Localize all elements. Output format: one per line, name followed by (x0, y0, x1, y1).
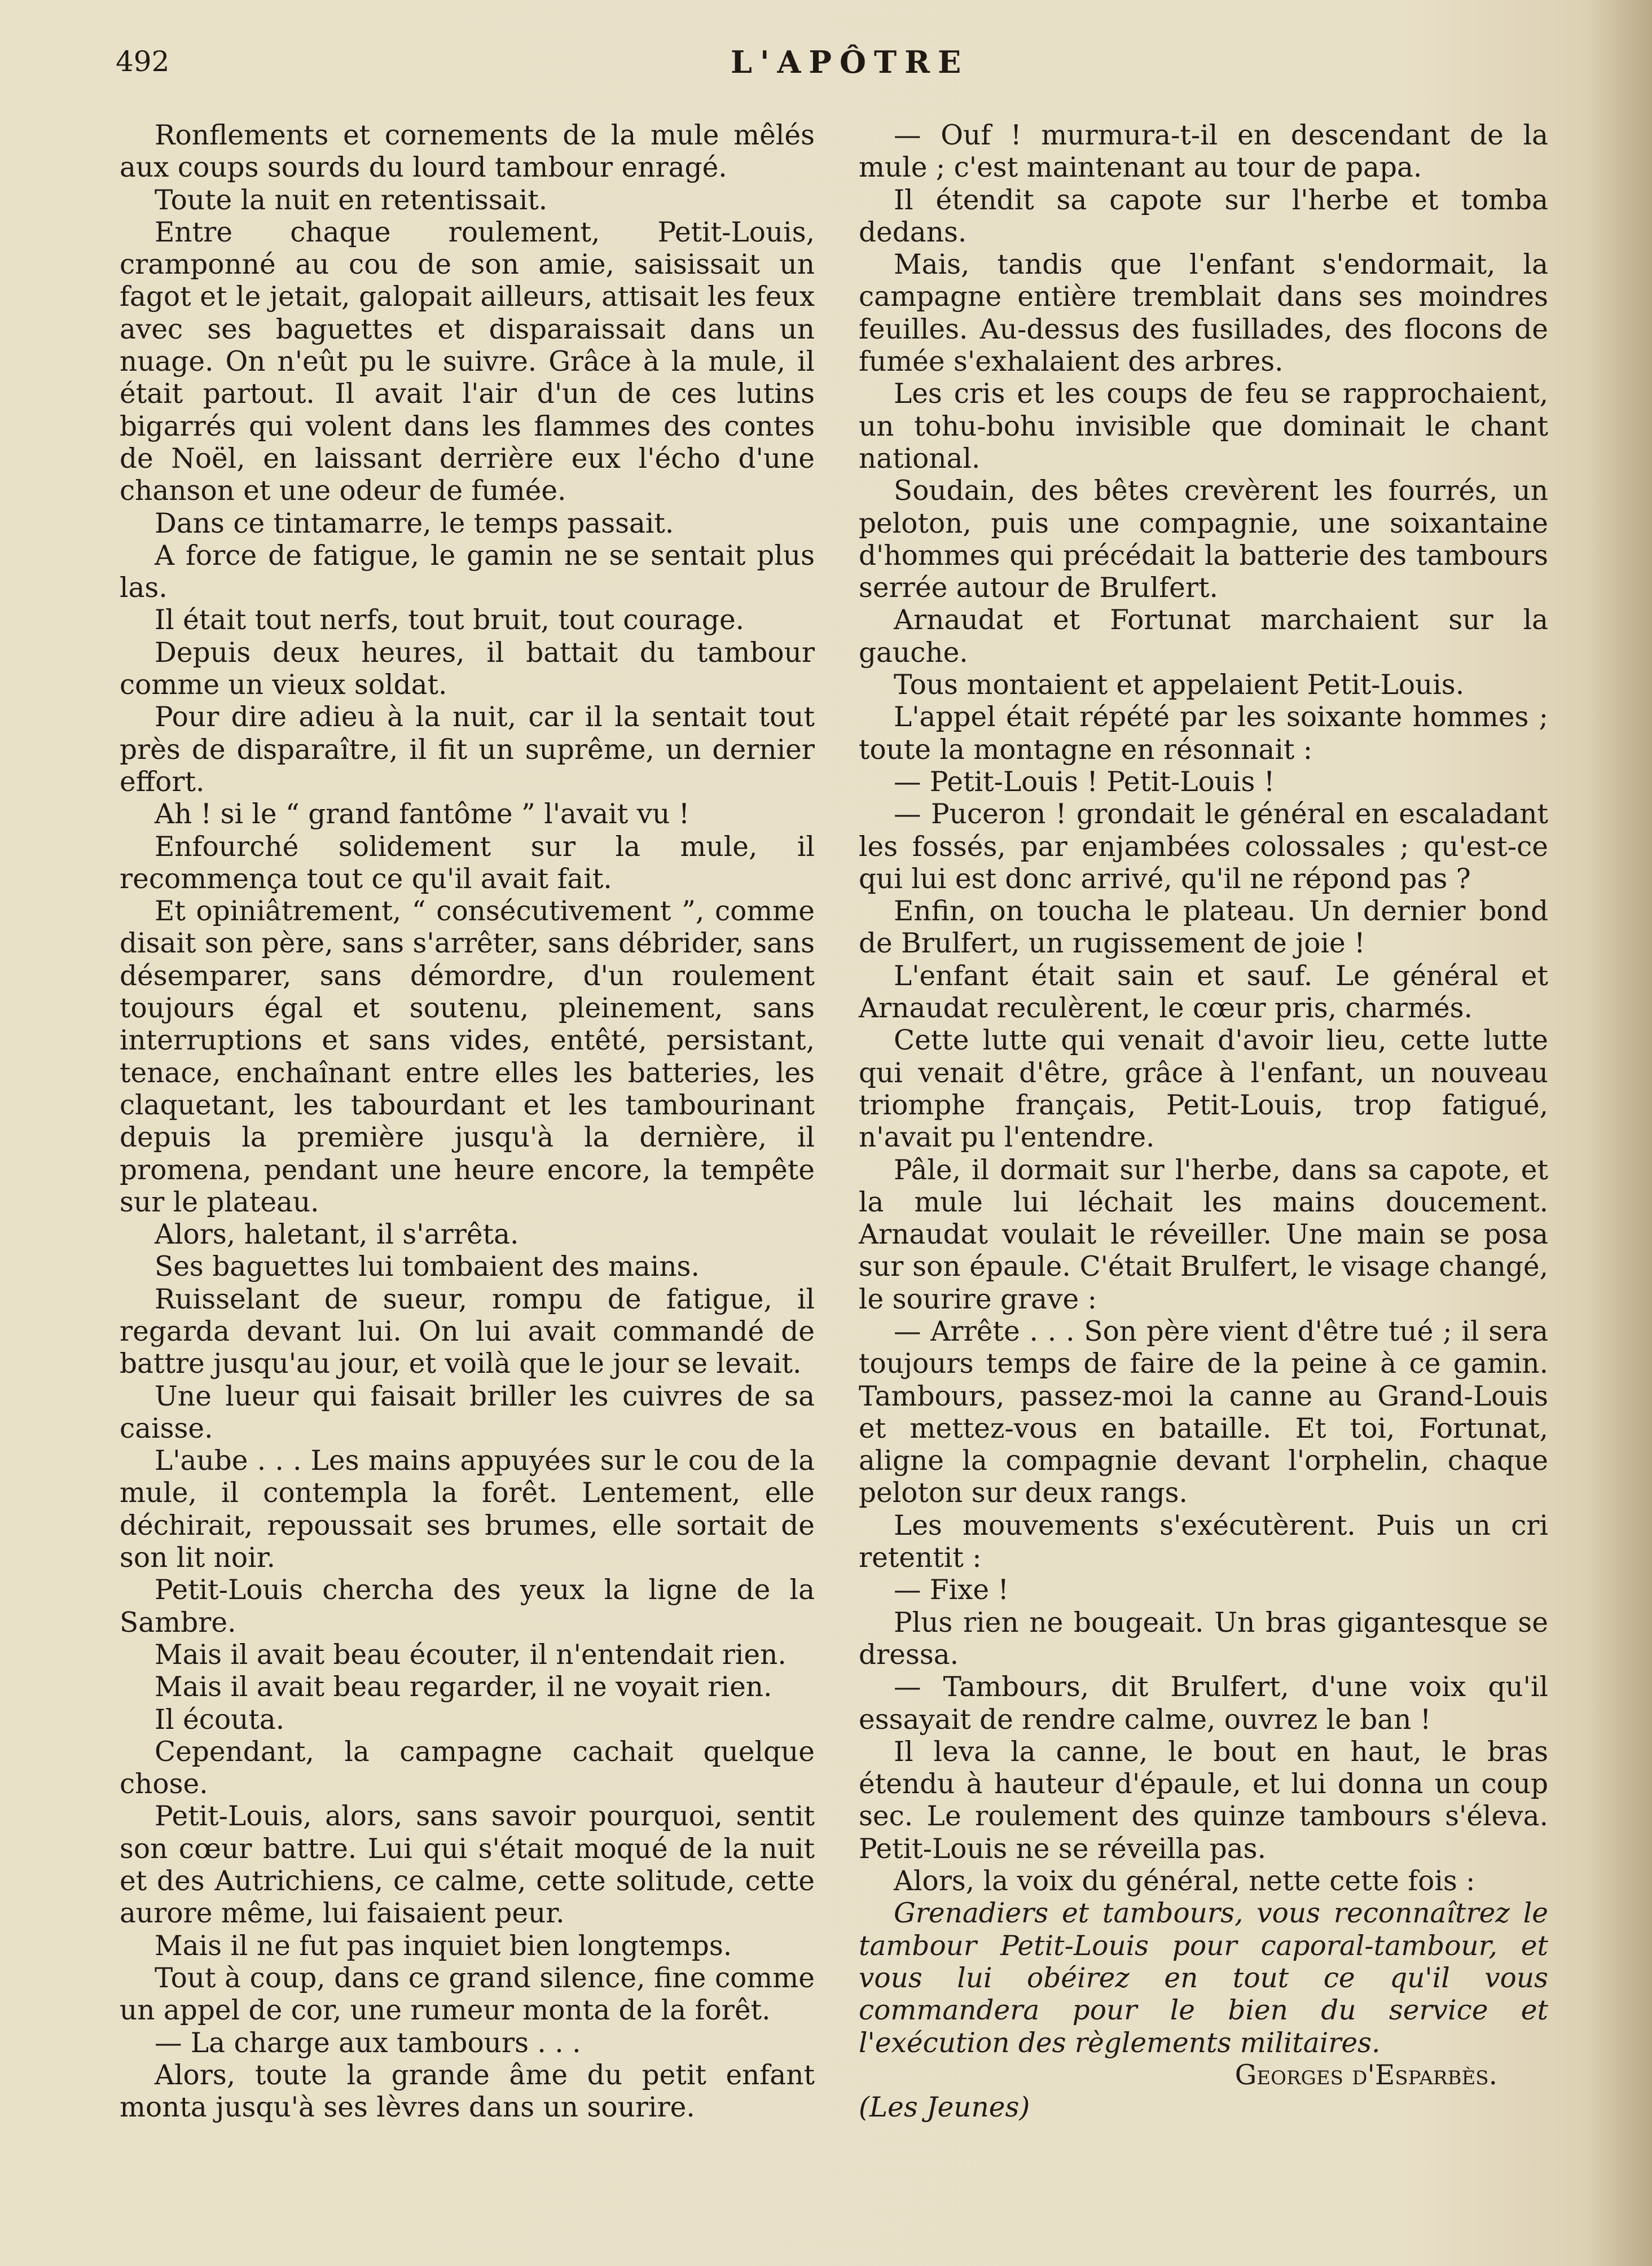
paragraph: L'enfant était sain et sauf. Le général et Arnaudat reculèrent, le cœur pris, charmés. (859, 960, 1548, 1025)
paragraph: Petit-Louis chercha des yeux la ligne de la Sambre. (120, 1574, 815, 1639)
paragraph: Mais il avait beau regarder, il ne voyait rien. (155, 1671, 772, 1703)
paragraph: Pour dire adieu à la nuit, car il la sentait tout près de disparaître, il fit un suprême, un dernier effort. (120, 701, 815, 798)
paragraph: Il était tout nerfs, tout bruit, tout courage. (155, 604, 745, 636)
paragraph: Cependant, la campagne cachait quelque chose. (120, 1736, 815, 1800)
paragraph: Dans ce tintamarre, le temps passait. (155, 507, 674, 539)
paragraph: Ah ! si le “ grand fantôme ” l'avait vu ! (155, 798, 690, 831)
paragraph: Une lueur qui faisait briller les cuivres de sa caisse. (120, 1380, 815, 1444)
proclamation: Grenadiers et tambours, vous reconnaîtrez le tambour Petit-Louis pour caporal-tambour, et vous lui obéirez en tout ce qu'il vous commandera pour le bien du service et l'exécution des règlements militaires. (859, 1898, 1548, 2059)
paragraph: Alors, toute la grande âme du petit enfant monta jusqu'à ses lèvres dans un sourire. (120, 2059, 815, 2124)
paragraph: L'aube . . . Les mains appuyées sur le cou de la mule, il contempla la forêt. Lentement, elle déchirait, repoussait ses brumes, elle sortait de son lit noir. (120, 1445, 815, 1574)
source-citation (859, 2092, 1548, 2124)
paragraph: Mais il ne fut pas inquiet bien longtemps. (155, 1930, 732, 1962)
paragraph: Enfin, on toucha le plateau. Un dernier bond de Brulfert, un rugissement de joie ! (859, 895, 1548, 960)
paragraph: Petit-Louis, alors, sans savoir pourquoi, sentit son cœur battre. Lui qui s'était moqué de la nuit et des Autrichiens, ce calme, cette solitude, cette aurore même, lui faisaient peur. (120, 1800, 815, 1930)
left-column (120, 120, 815, 2124)
paragraph: Entre chaque roulement, Petit-Louis, cramponné au cou de son amie, saisissait un fagot et le jetait, galopait ailleurs, attisait les feux avec ses baguettes et disparaissait dans un nuage. On n'eût pu le suivre. Grâce à la mule, il était partout. Il avait l'air d'un de ces lutins bigarrés qui volent dans les flammes des contes de Noël, en laissant derrière eux l'écho d'une chanson et une odeur de fumée. (120, 216, 815, 507)
paragraph: — La charge aux tambours . . . (155, 2027, 581, 2059)
paragraph: Ses baguettes lui tombaient des mains. (155, 1251, 700, 1283)
paragraph: — Petit-Louis ! Petit-Louis ! (894, 766, 1275, 798)
paragraph: Tous montaient et appelaient Petit-Louis. (894, 669, 1465, 701)
paragraph: Tout à coup, dans ce grand silence, fine comme un appel de cor, une rumeur monta de la forêt. (120, 1962, 815, 2027)
paragraph: — Ouf ! murmura-t-il en descendant de la mule ; c'est maintenant au tour de papa. (859, 120, 1548, 184)
paragraph: — Puceron ! grondait le général en escaladant les fossés, par enjambées colossales ; qu'est-ce qui lui est donc arrivé, qu'il ne répond pas ? (859, 798, 1548, 895)
right-column (859, 120, 1548, 2124)
paragraph: Mais il avait beau écouter, il n'entendait rien. (155, 1639, 787, 1671)
paragraph: — Arrête . . . Son père vient d'être tué ; il sera toujours temps de faire de la peine à ce gamin. Tambours, passez-moi la canne au Grand-Louis et mettez-vous en bataille. Et toi, Fortunat, aligne la compagnie devant l'orphelin, chaque peloton sur deux rangs. (859, 1315, 1548, 1509)
author-signature: Georges d'Esparbès. (1234, 2059, 1497, 2091)
source-close-paren: ) (1019, 2092, 1030, 2124)
paragraph: — Tambours, dit Brulfert, d'une voix qu'il essayait de rendre calme, ouvrez le ban ! (859, 1671, 1548, 1736)
source-title: Les Jeunes (869, 2092, 1020, 2124)
page-header (116, 39, 1549, 85)
paragraph: — Fixe ! (894, 1574, 1009, 1606)
paragraph: Ruisselant de sueur, rompu de fatigue, il regarda devant lui. On lui avait commandé de battre jusqu'au jour, et voilà que le jour se levait. (120, 1283, 815, 1380)
paragraph: Depuis deux heures, il battait du tambour comme un vieux soldat. (120, 636, 815, 701)
paragraph: Il leva la canne, le bout en haut, le bras étendu à hauteur d'épaule, et lui donna un coup sec. Le roulement des quinze tambours s'éleva. Petit-Louis ne se réveilla pas. (859, 1736, 1548, 1865)
source-open-paren: ( (859, 2092, 869, 2124)
paragraph: Ronflements et cornements de la mule mêlés aux coups sourds du lourd tambour enragé. (120, 120, 815, 184)
running-title: L'APÔTRE (731, 44, 969, 80)
paragraph: Pâle, il dormait sur l'herbe, dans sa capote, et la mule lui léchait les mains doucement. Arnaudat voulait le réveiller. Une main se posa sur son épaule. C'était Brulfert, le visage changé, le sourire grave : (859, 1154, 1548, 1315)
paragraph: Alors, haletant, il s'arrêta. (155, 1219, 519, 1251)
paragraph: Enfourché solidement sur la mule, il recommença tout ce qu'il avait fait. (120, 831, 815, 895)
paragraph: Toute la nuit en retentissait. (155, 184, 548, 216)
page-number: 492 (116, 45, 170, 78)
paragraph: L'appel était répété par les soixante hommes ; toute la montagne en résonnait : (859, 701, 1548, 766)
paragraph: Les cris et les coups de feu se rapprochaient, un tohu-bohu invisible que dominait le chant national. (859, 378, 1548, 475)
paragraph: Arnaudat et Fortunat marchaient sur la gauche. (859, 604, 1548, 669)
paragraph: Les mouvements s'exécutèrent. Puis un cri retentit : (859, 1509, 1548, 1574)
paragraph: Et opiniâtrement, “ consécutivement ”, comme disait son père, sans s'arrêter, sans débrider, sans désemparer, sans démordre, d'un roulement toujours égal et soutenu, pleinement, sans interruptions et sans vides, entêté, persistant, tenace, enchaînant entre elles les batteries, les claquetant, les tabourdant et les tambourinant depuis la première jusqu'à la dernière, il promena, pendant une heure encore, la tempête sur le plateau. (120, 895, 815, 1218)
paragraph: A force de fatigue, le gamin ne se sentait plus las. (120, 539, 815, 604)
paragraph: Soudain, des bêtes crevèrent les fourrés, un peloton, puis une compagnie, une soixantaine d'hommes qui précédait la batterie des tambours serrée autour de Brulfert. (859, 475, 1548, 604)
paragraph: Il étendit sa capote sur l'herbe et tomba dedans. (859, 184, 1548, 248)
paragraph: Plus rien ne bougeait. Un bras gigantesque se dressa. (859, 1606, 1548, 1671)
paragraph: Il écouta. (155, 1703, 285, 1736)
paragraph: Mais, tandis que l'enfant s'endormait, la campagne entière tremblait dans ses moindres feuilles. Au-dessus des fusillades, des flocons de fumée s'exhalaient des arbres. (859, 249, 1548, 378)
paragraph: Cette lutte qui venait d'avoir lieu, cette lutte qui venait d'être, grâce à l'enfant, un nouveau triomphe français, Petit-Louis, trop fatigué, n'avait pu l'entendre. (859, 1025, 1548, 1154)
paragraph: Alors, la voix du général, nette cette fois : (894, 1865, 1475, 1898)
